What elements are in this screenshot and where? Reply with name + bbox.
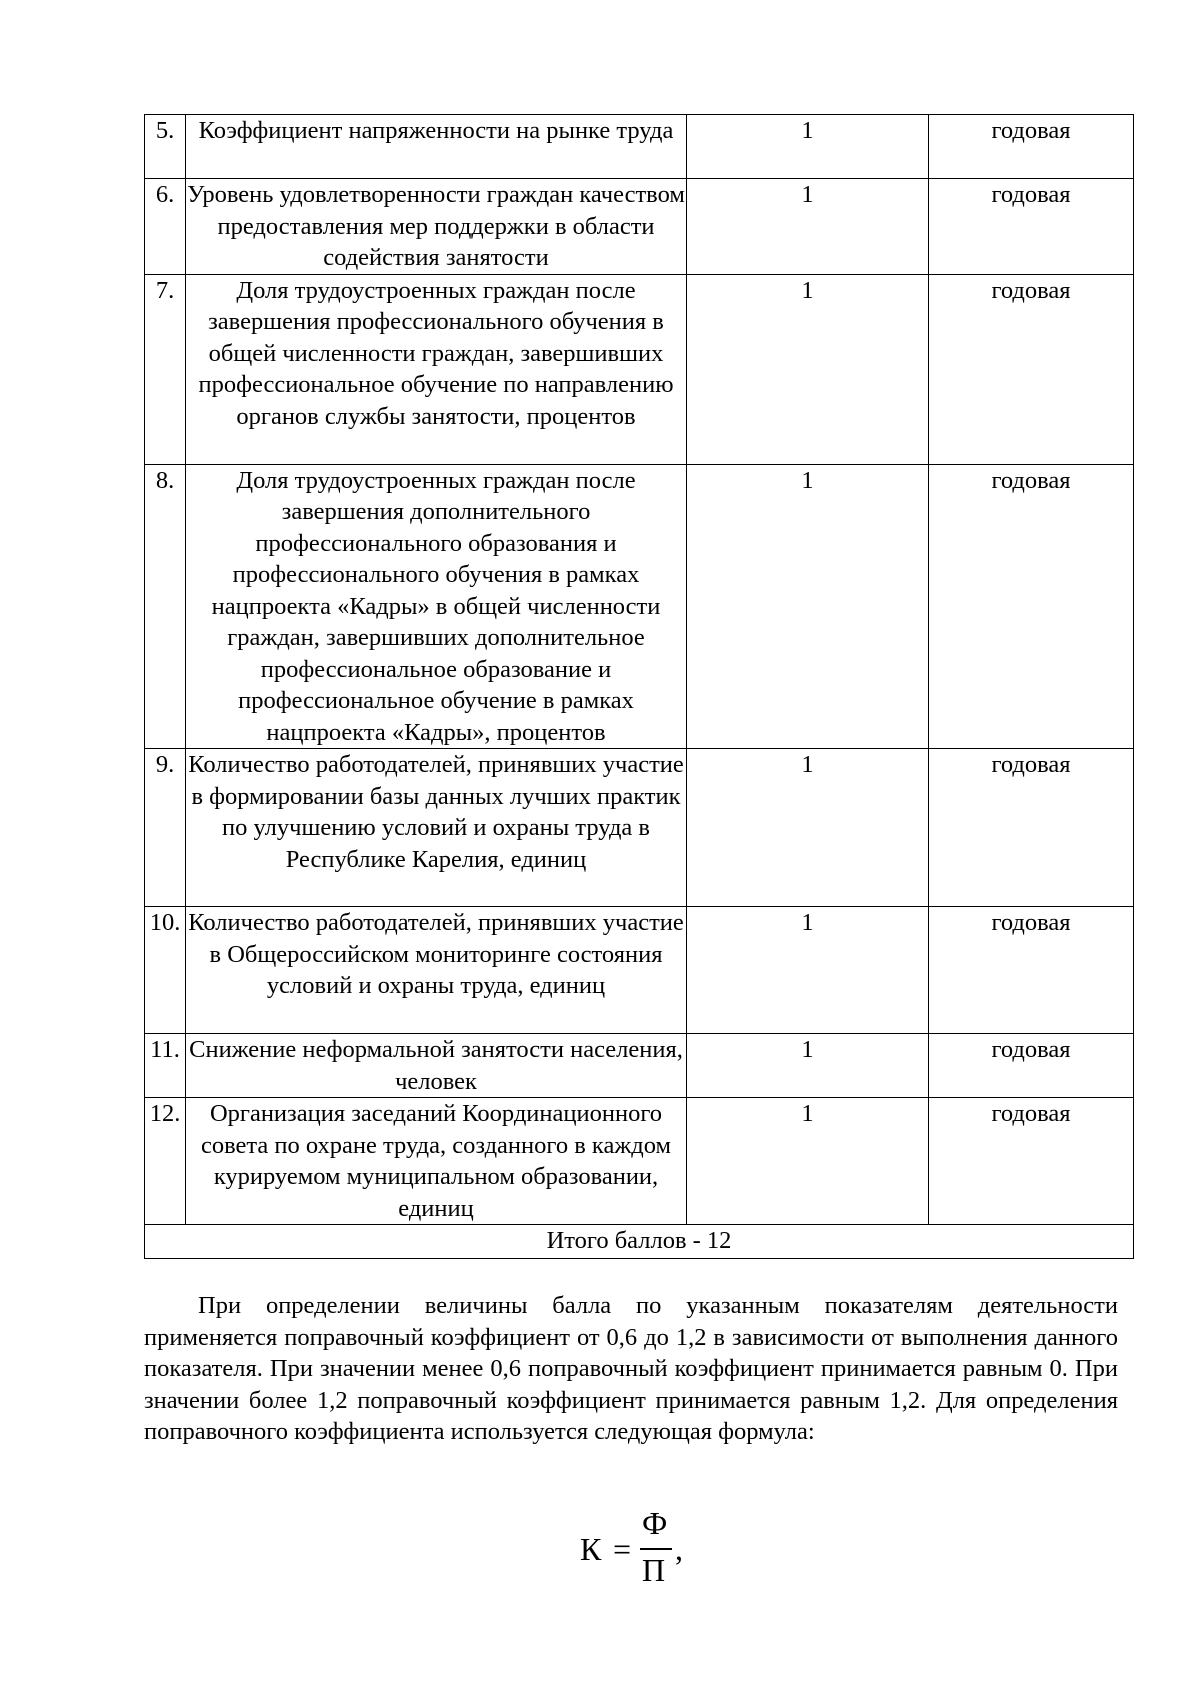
score-value: 1 [687, 1034, 929, 1098]
formula-lhs: К [580, 1531, 602, 1567]
formula-denominator: П [642, 1552, 666, 1588]
table-row [145, 115, 1134, 179]
total-score: Итого баллов - 12 [145, 1225, 1134, 1259]
table-row [145, 749, 1134, 907]
table-row [145, 464, 1134, 749]
frequency-value: годовая [929, 115, 1134, 179]
row-number: 10. [145, 907, 186, 1034]
indicator-name: Коэффициент напряженности на рынке труда [186, 115, 687, 179]
score-value: 1 [687, 464, 929, 749]
row-number: 6. [145, 179, 186, 275]
indicator-name: Уровень удовлетворенности граждан качеством предоставления мер поддержки в области содействия занятости [186, 179, 687, 275]
criteria-table [144, 114, 1134, 1259]
row-number: 12. [145, 1098, 186, 1225]
indicator-name: Количество работодателей, принявших участие в формировании базы данных лучших практик по улучшению условий и охраны труда в Республике Карелия, единиц [186, 749, 687, 907]
score-value: 1 [687, 749, 929, 907]
indicator-name: Доля трудоустроенных граждан после завершения дополнительного профессионального образования и профессионального обучения в рамках нацпроекта «Кадры» в общей численности граждан, завершивших дополнительное профессиональное образование и профессиональное обучение в рамках нацпроекта «Кадры», процентов [186, 464, 687, 749]
table-row [145, 907, 1134, 1034]
indicator-name: Количество работодателей, принявших участие в Общероссийском мониторинге состояния условий и охраны труда, единиц [186, 907, 687, 1034]
table-row [145, 1098, 1134, 1225]
score-value: 1 [687, 115, 929, 179]
frequency-value: годовая [929, 464, 1134, 749]
frequency-value: годовая [929, 179, 1134, 275]
frequency-value: годовая [929, 907, 1134, 1034]
formula-numerator: Ф [642, 1505, 668, 1541]
row-number: 8. [145, 464, 186, 749]
indicator-name: Снижение неформальной занятости населения, человек [186, 1034, 687, 1098]
row-number: 11. [145, 1034, 186, 1098]
table-row [145, 274, 1134, 464]
fraction-bar [640, 1548, 672, 1550]
frequency-value: годовая [929, 1034, 1134, 1098]
score-value: 1 [687, 274, 929, 464]
formula-equals: = [613, 1531, 632, 1567]
table-total-row [145, 1225, 1134, 1259]
score-value: 1 [687, 907, 929, 1034]
body-paragraph: При определении величины балла по указанным показателям деятельности применяется поправочный коэффициент от 0,6 до 1,2 в зависимости от выполнения данного показателя. При значении менее 0,6 поправочный коэффициент принимается равным 0. При значении более 1,2 поправочный коэффициент принимается равным 1,2. Для определения поправочного коэффициента используется следующая формула: [144, 1292, 1118, 1445]
score-value: 1 [687, 1098, 929, 1225]
correction-formula [580, 1505, 710, 1595]
row-number: 7. [145, 274, 186, 464]
frequency-value: годовая [929, 274, 1134, 464]
table-row [145, 1034, 1134, 1098]
row-number: 9. [145, 749, 186, 907]
row-number: 5. [145, 115, 186, 179]
frequency-value: годовая [929, 1098, 1134, 1225]
indicator-name: Доля трудоустроенных граждан после завершения профессионального обучения в общей численности граждан, завершивших профессиональное обучение по направлению органов службы занятости, процентов [186, 274, 687, 464]
score-value: 1 [687, 179, 929, 275]
frequency-value: годовая [929, 749, 1134, 907]
indicator-name: Организация заседаний Координационного совета по охране труда, созданного в каждом курируемом муниципальном образовании, единиц [186, 1098, 687, 1225]
table-row [145, 179, 1134, 275]
formula-comma: , [675, 1531, 683, 1567]
